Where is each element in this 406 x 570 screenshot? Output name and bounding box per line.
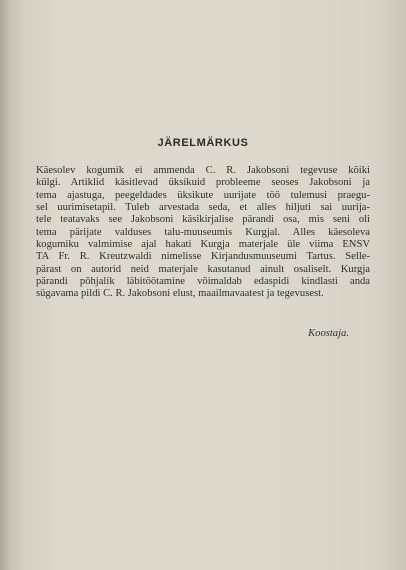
signature: Koostaja. — [308, 328, 349, 339]
paragraph-line: Käesolev kogumik ei ammenda C. R. Jakobsoni tegevuse kõiki — [36, 165, 370, 176]
paragraph-line: sügavama pildi C. R. Jakobsoni elust, maailmavaatest ja tegevusest. — [36, 288, 324, 300]
paragraph-line: külgi. Artiklid käsitlevad üksikuid probleeme seoses Jakobsoni ja — [36, 177, 370, 189]
page-gutter-shadow — [0, 0, 10, 570]
paragraph-line: kogumiku valmimise ajal hakati Kurgja materjale üle viima ENSV — [36, 239, 370, 251]
section-heading: JÄRELMÄRKUS — [157, 137, 249, 149]
paragraph-line: tema ajastuga, peegeldades üksikute uurijate töö tulemusi praegu- — [36, 189, 370, 201]
paragraph-line: pärandi põhjalik läbitöötamine võimaldab edaspidi kindlasti anda — [36, 276, 370, 288]
paragraph-line: pärast on autorid neid materjale kasutanud ainult osaliselt. Kurgja — [36, 263, 370, 275]
paragraph-line: sel uurimisetapil. Tuleb arvestada seda, et alles hiljuti sai uurija- — [36, 202, 370, 214]
paragraph-line: tema pärijate valduses talu-muuseumis Kurgjal. Alles käesoleva — [36, 226, 370, 238]
paragraph-line: TA Fr. R. Kreutzwaldi nimelisse Kirjandusmuuseumi Tartus. Selle- — [36, 251, 370, 263]
paragraph-line: tele teatavaks see Jakobsoni käsikirjalise pärandi osa, mis seni oli — [36, 214, 370, 226]
afterword-paragraph — [36, 165, 370, 301]
